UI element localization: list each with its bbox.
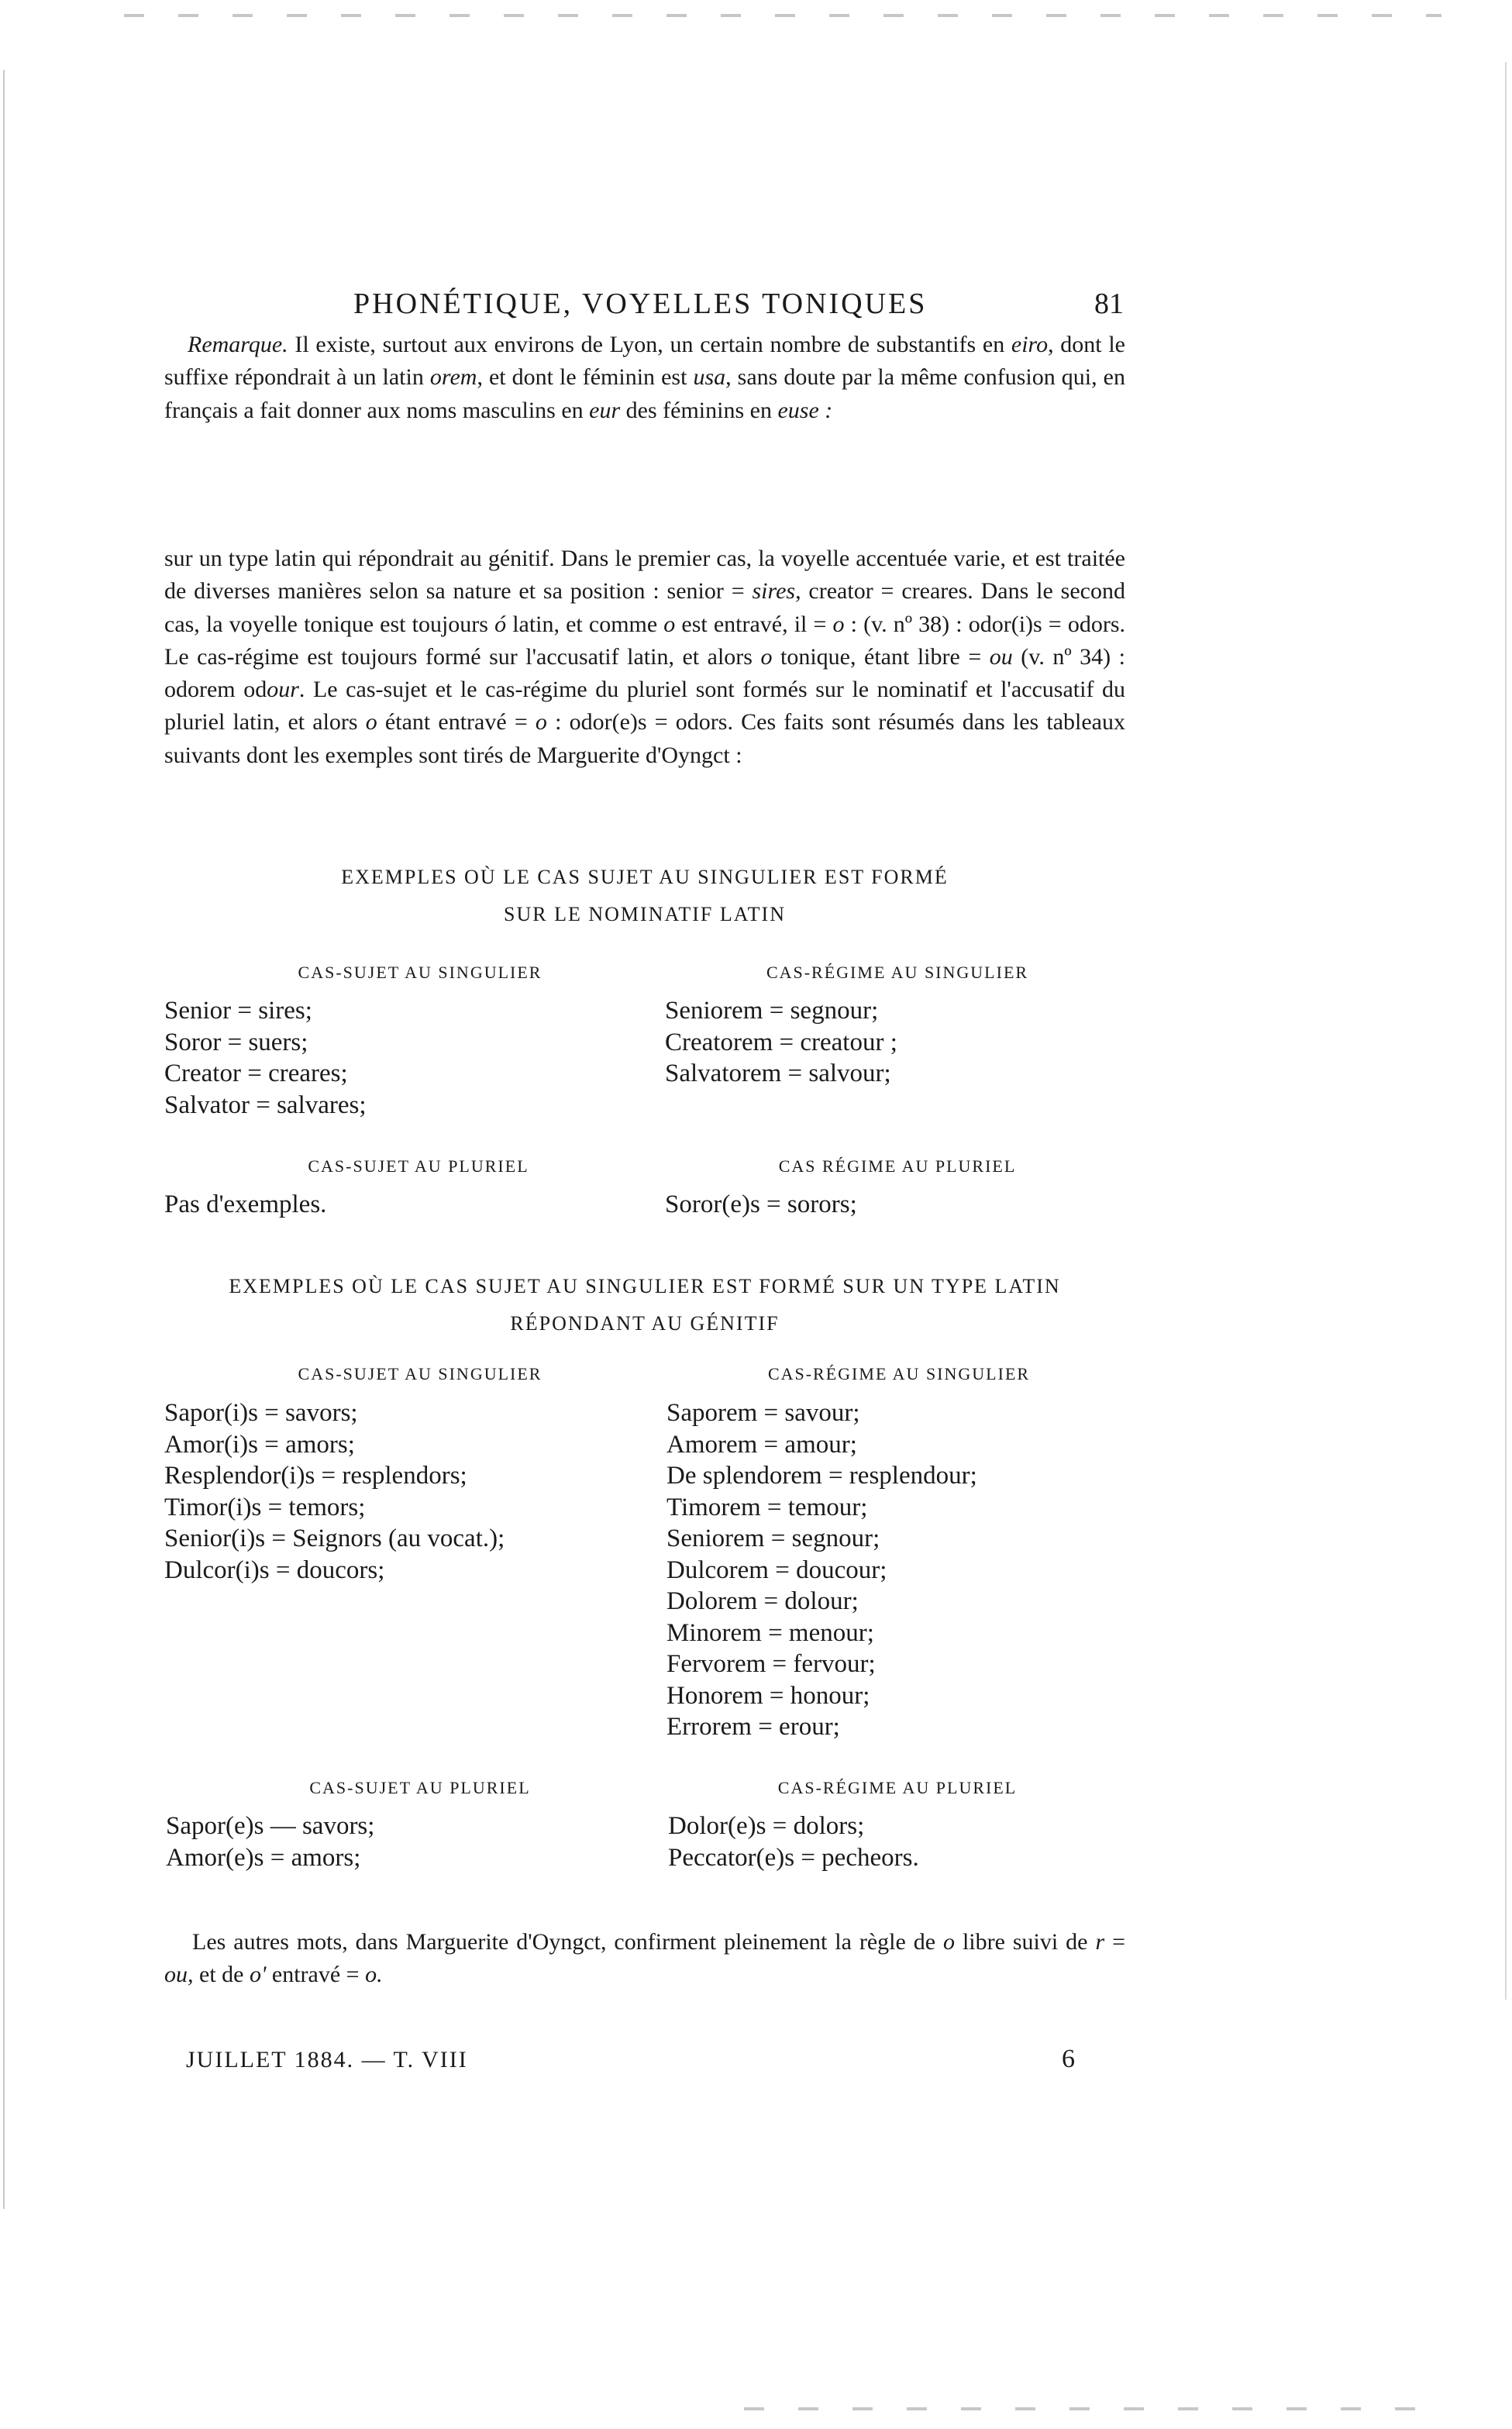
- text: étant entravé =: [377, 709, 536, 736]
- text: sur un type latin qui répondrait au génitif. Dans le premier cas, la voyelle accentuée varie, et est traitée de diverses manières selon sa nature et sa position : senior =: [164, 546, 1125, 605]
- list-item: Dulcor(i)s = doucors;: [164, 1556, 385, 1584]
- scan-edge: [1505, 62, 1507, 2000]
- list-item: Honorem = honour;: [666, 1681, 870, 1710]
- col-heading-regime-pluriel: CAS-RÉGIME AU PLURIEL: [777, 1778, 1018, 1797]
- list-item: Sapor(e)s — savors;: [166, 1812, 375, 1840]
- heading-line: SUR LE NOMINATIF LATIN: [504, 903, 786, 925]
- emphasis: o': [249, 1962, 267, 1987]
- list-item: Peccator(e)s = pecheors.: [668, 1843, 919, 1872]
- list-item: Dolor(e)s = dolors;: [668, 1812, 865, 1840]
- text: , dont le suffixe répondrait à un latin: [164, 332, 1125, 391]
- emphasis: o: [663, 611, 676, 637]
- running-title: PHONÉTIQUE, VOYELLES TONIQUES: [353, 288, 928, 320]
- col-heading-regime-singulier: CAS-RÉGIME AU SINGULIER: [767, 1364, 1031, 1383]
- list-item: Amor(i)s = amors;: [164, 1430, 355, 1459]
- page-number: 81: [1094, 288, 1124, 320]
- heading-line: EXEMPLES OÙ LE CAS SUJET AU SINGULIER EST FORMÉ SUR UN TYPE LATIN: [229, 1275, 1061, 1297]
- list-item: Timorem = temour;: [666, 1493, 868, 1521]
- emphasis: ou: [989, 643, 1013, 670]
- text: : odor(e)s = odors. Ces faits sont résumés dans les tableaux suivants dont les exemples sont tirés de Marguerite d'Oyngct :: [164, 709, 1125, 768]
- list-sujet-singulier: [164, 1397, 505, 1586]
- emphasis: ó: [494, 611, 507, 637]
- text: Il existe, surtout aux environs de Lyon, un certain nombre de substantifs en: [288, 332, 1011, 357]
- list-item: Timor(i)s = temors;: [164, 1493, 366, 1521]
- list-item: Amor(e)s = amors;: [166, 1843, 361, 1872]
- list-item: Seniorem = segnour;: [665, 997, 879, 1025]
- col-heading-regime-pluriel: CAS RÉGIME AU PLURIEL: [778, 1156, 1017, 1176]
- page-header: [164, 287, 1124, 326]
- footer-sheet-number: 6: [1062, 2045, 1075, 2073]
- list-item: Senior(i)s = Seignors (au vocat.);: [164, 1525, 505, 1552]
- text: latin, et comme: [506, 611, 664, 637]
- list-regime-singulier: [665, 995, 897, 1090]
- paragraph-main: [164, 543, 1125, 772]
- list-item: Resplendor(i)s = resplendors;: [164, 1462, 467, 1490]
- list-regime-singulier: [666, 1397, 977, 1743]
- scan-edge: [3, 70, 5, 2209]
- paragraph-closing: [164, 1926, 1125, 1991]
- emphasis: orem: [429, 364, 477, 391]
- footer-signature: JUILLET 1884. — T. VIII: [186, 2047, 468, 2072]
- emphasis: eiro: [1011, 332, 1049, 357]
- text: . Le cas-sujet et le cas-régime du pluriel sont formés sur le nominatif et l'accusatif du pluriel latin, et alors: [164, 677, 1126, 736]
- text: tonique, étant libre =: [772, 643, 990, 670]
- list-item: Saporem = savour;: [666, 1399, 860, 1427]
- text: , sans doute par la même confusion qui, en français a fait donner aux noms masculins en: [164, 364, 1125, 423]
- remarque-label: Remarque.: [188, 332, 288, 357]
- text: , et dont le féminin est: [477, 364, 694, 391]
- list-regime-pluriel: [665, 1189, 857, 1221]
- emphasis: o.: [365, 1962, 383, 1987]
- emphasis: o: [535, 709, 547, 736]
- col-heading-sujet-pluriel: CAS-SUJET AU PLURIEL: [308, 1156, 529, 1176]
- col-heading-sujet-pluriel: CAS-SUJET AU PLURIEL: [309, 1778, 531, 1797]
- text: est entravé, il =: [675, 611, 833, 637]
- emphasis: o: [832, 611, 845, 637]
- text: Les autres mots, dans Marguerite d'Oyngct, confirment pleinement la règle de: [192, 1929, 943, 1955]
- text: entravé =: [266, 1962, 366, 1987]
- paragraph-remarque: [164, 329, 1125, 427]
- text: et de: [193, 1962, 250, 1987]
- text: : (v. nº 38) : odor(i)s = odors. Le cas-régime est toujours formé sur l'accusatif latin, et alors: [164, 611, 1126, 670]
- text: =: [1104, 1929, 1125, 1955]
- heading-line: RÉPONDANT AU GÉNITIF: [510, 1312, 780, 1335]
- list-item: Salvator = salvares;: [164, 1090, 367, 1119]
- emphasis: o: [943, 1929, 955, 1955]
- heading-line: EXEMPLES OÙ LE CAS SUJET AU SINGULIER EST FORMÉ: [341, 866, 949, 888]
- list-item: Seniorem = segnour;: [666, 1525, 880, 1552]
- list-item: Soror = suers;: [164, 1028, 308, 1056]
- list-item: Salvatorem = salvour;: [665, 1059, 891, 1087]
- text: (v. nº 34) : odorem od: [164, 643, 1126, 703]
- text: libre suivi de: [955, 1929, 1096, 1955]
- scan-artifact: [124, 14, 1441, 17]
- list-sujet-pluriel: [166, 1811, 374, 1873]
- emphasis: o: [365, 709, 377, 736]
- scan-artifact: [744, 2407, 1441, 2410]
- section-2-heading: [164, 1268, 1125, 1342]
- list-item: Dulcorem = doucour;: [666, 1556, 887, 1584]
- list-item: De splendorem = resplendour;: [666, 1462, 977, 1490]
- emphasis: sires: [752, 578, 796, 605]
- text: des féminins en: [620, 397, 778, 423]
- list-sujet-singulier: [164, 995, 367, 1121]
- list-item: Creator = creares;: [164, 1059, 348, 1087]
- emphasis: euse :: [777, 397, 833, 423]
- section-1-heading: [164, 859, 1125, 933]
- list-item: Fervorem = fervour;: [666, 1650, 876, 1678]
- text: , creator = creares. Dans le second cas, la voyelle tonique est toujours: [164, 578, 1125, 637]
- emphasis: ou,: [164, 1962, 194, 1987]
- emphasis: our: [267, 677, 299, 703]
- list-item: Creatorem = creatour ;: [665, 1028, 897, 1056]
- list-item: Sapor(i)s = savors;: [164, 1399, 358, 1427]
- list-sujet-pluriel: [164, 1189, 326, 1221]
- list-item: Pas d'exemples.: [164, 1190, 327, 1218]
- list-item: Minorem = menour;: [666, 1618, 874, 1647]
- list-item: Amorem = amour;: [666, 1430, 857, 1459]
- col-heading-sujet-singulier: CAS-SUJET AU SINGULIER: [298, 963, 542, 982]
- list-regime-pluriel: [668, 1811, 919, 1873]
- emphasis: eur: [589, 397, 621, 423]
- emphasis: usa: [693, 364, 726, 391]
- col-heading-regime-singulier: CAS-RÉGIME AU SINGULIER: [766, 963, 1029, 982]
- list-item: Errorem = erour;: [666, 1713, 840, 1741]
- list-item: Dolorem = dolour;: [666, 1587, 859, 1615]
- emphasis: o: [760, 643, 773, 670]
- list-item: Senior = sires;: [164, 997, 312, 1025]
- list-item: Soror(e)s = sorors;: [665, 1190, 857, 1218]
- col-heading-sujet-singulier: CAS-SUJET AU SINGULIER: [298, 1364, 542, 1383]
- emphasis: r: [1095, 1929, 1105, 1955]
